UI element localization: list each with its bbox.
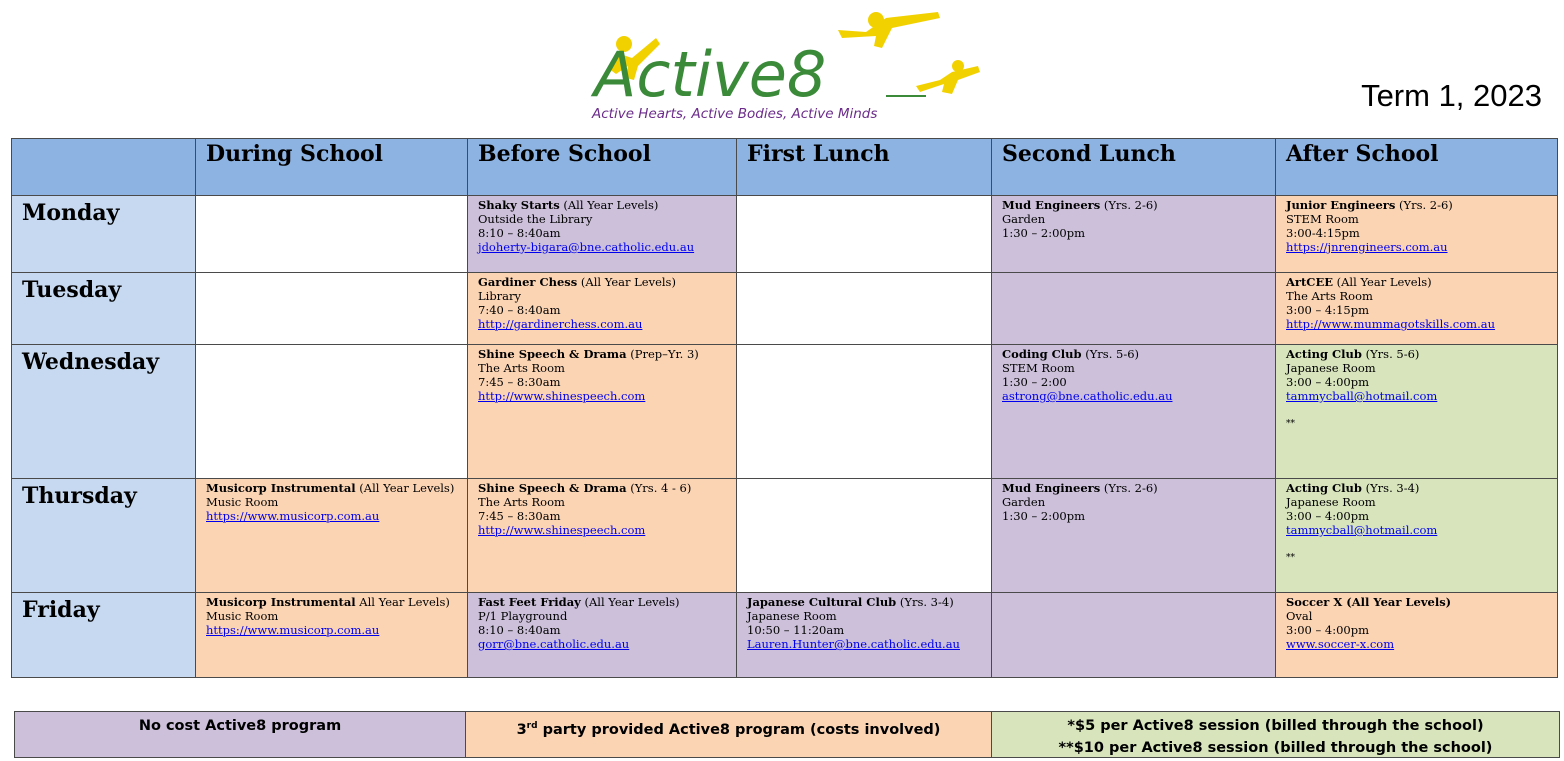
activity-name: Soccer X (All Year Levels) [1286,595,1452,609]
column-header-after-school: After School [1276,139,1557,196]
cell-thursday-second-lunch [992,479,1276,593]
activity-link[interactable]: astrong@bne.catholic.edu.au [1002,389,1173,403]
activity-level: (Yrs. 2-6) [1395,198,1453,212]
activity-shine-speech-drama [468,479,736,537]
activity-name: Musicorp Instrumental [206,595,356,609]
activity-link[interactable]: http://gardinerchess.com.au [478,317,643,331]
activity-name: Shaky Starts [478,198,560,212]
activity-location: Japanese Room [1286,361,1376,375]
cell-monday-before [468,196,737,273]
activity-time: 1:30 – 2:00pm [1002,226,1085,240]
activity-link[interactable]: gorr@bne.catholic.edu.au [478,637,630,651]
cell-thursday-first-lunch [737,479,992,593]
activity-mud-engineers [992,196,1275,240]
activity-location: STEM Room [1002,361,1075,375]
activity-junior-engineers [1276,196,1557,254]
activity-time: 1:30 – 2:00pm [1002,509,1085,523]
activity-time: 7:45 – 8:30am [478,375,561,389]
activity-level: (Yrs. 2-6) [1100,198,1158,212]
activity-level: (Yrs. 4 - 6) [626,481,692,495]
cell-thursday-during [196,479,468,593]
legend-paid-sessions [992,712,1559,757]
activity-level: (Yrs. 3-4) [1361,481,1420,495]
activity-acting-club [1276,479,1557,565]
activity-location: P/1 Playground [478,609,568,623]
activity-time: 7:45 – 8:30am [478,509,561,523]
cell-friday-during [196,593,468,677]
activity-location: Library [478,289,522,303]
activity-name: Mud Engineers [1002,198,1101,212]
activity-location: Garden [1002,495,1046,509]
activity-link[interactable]: Lauren.Hunter@bne.catholic.edu.au [747,637,960,651]
activity-level: (Yrs. 5-6) [1081,347,1140,361]
activity-location: Music Room [206,609,279,623]
cell-friday-after [1276,593,1557,677]
activity-time: 3:00 – 4:00pm [1286,623,1369,637]
cell-tuesday-before [468,273,737,345]
cost-note: ** [1286,419,1295,429]
activity-link[interactable]: http://www.shinespeech.com [478,389,646,403]
activity-japanese-cultural-club [737,593,991,651]
activity-name: Musicorp Instrumental [206,481,356,495]
activity-time: 10:50 – 11:20am [747,623,845,637]
logo-wordmark: Active8 [594,38,827,111]
activity-fast-feet-friday [468,593,736,651]
activity-link[interactable]: https://jnrengineers.com.au [1286,240,1448,254]
activity-time: 3:00 – 4:15pm [1286,303,1369,317]
activity-location: The Arts Room [478,361,565,375]
activity-level: (Prep–Yr. 3) [626,347,699,361]
legend-no-cost [15,712,466,757]
active8-logo [586,8,996,126]
cell-friday-first-lunch [737,593,992,677]
activity-name: Gardiner Chess [478,275,578,289]
active8-logo-graphic [586,8,996,126]
activity-name: ArtCEE [1286,275,1333,289]
activity-location: Music Room [206,495,279,509]
activity-link[interactable]: jdoherty-bigara@bne.catholic.edu.au [478,240,695,254]
legend-five-dollar: *$5 per Active8 session (billed through the school) [1067,718,1484,734]
activity-time: 1:30 – 2:00 [1002,375,1067,389]
activity-location: Oval [1286,609,1313,623]
cost-legend [14,711,1560,758]
legend-no-cost-text: No cost Active8 program [138,718,342,734]
activity-shaky-starts [468,196,736,254]
activity-name: Fast Feet Friday [478,595,581,609]
activity-name: Acting Club [1286,481,1362,495]
cell-tuesday-first-lunch [737,273,992,345]
activity-acting-club [1276,345,1557,431]
activity-level: (All Year Levels) [580,595,680,609]
cell-tuesday-second-lunch [992,273,1276,345]
activity-gardiner-chess [468,273,736,331]
cell-friday-second-lunch [992,593,1276,677]
cell-thursday-before [468,479,737,593]
activity-link[interactable]: www.soccer-x.com [1286,637,1395,651]
activity-name: Shine Speech & Drama [478,481,627,495]
activity-location: Japanese Room [1286,495,1376,509]
activity-name: Junior Engineers [1286,198,1396,212]
term-label: Term 1, 2023 [1361,78,1542,113]
activity-name: Shine Speech & Drama [478,347,627,361]
activity-artcee [1276,273,1557,331]
activity-location: The Arts Room [1286,289,1373,303]
timetable [11,138,1558,678]
activity-location: Garden [1002,212,1046,226]
legend-third-party-text: party provided Active8 program (costs involved) [537,721,941,738]
activity-level: All Year Levels) [355,595,450,609]
logo-tagline: Active Hearts, Active Bodies, Active Minds [592,106,878,122]
activity-link[interactable]: tammycball@hotmail.com [1286,523,1438,537]
activity-level: (All Year Levels) [559,198,659,212]
column-header-first-lunch: First Lunch [737,139,992,196]
activity-name: Japanese Cultural Club [747,595,897,609]
activity-name: Coding Club [1002,347,1082,361]
activity-level: (All Year Levels) [355,481,455,495]
activity-link[interactable]: https://www.musicorp.com.au [206,623,380,637]
activity-name: Acting Club [1286,347,1362,361]
activity-link[interactable]: http://www.mummagotskills.com.au [1286,317,1495,331]
cell-monday-first-lunch [737,196,992,273]
activity-link[interactable]: https://www.musicorp.com.au [206,509,380,523]
activity-mud-engineers [992,479,1275,523]
day-friday: Friday [12,593,196,677]
activity-musicorp-instrumental [196,479,467,523]
activity-time: 8:10 – 8:40am [478,623,561,637]
legend-third-party-sup: rd [526,721,538,731]
activity-time: 3:00 – 4:00pm [1286,375,1369,389]
activity-location: STEM Room [1286,212,1359,226]
activity-time: 7:40 – 8:40am [478,303,561,317]
activity-musicorp-instrumental [196,593,467,637]
cost-note: ** [1286,553,1295,563]
legend-ten-dollar: **$10 per Active8 session (billed through the school) [1058,740,1493,756]
activity-level: (Yrs. 5-6) [1361,347,1420,361]
column-header-before-school: Before School [468,139,737,196]
activity-time: 3:00 – 4:00pm [1286,509,1369,523]
cell-monday-during [196,196,468,273]
cell-tuesday-after [1276,273,1557,345]
day-wednesday: Wednesday [12,345,196,479]
activity-location: Outside the Library [478,212,593,226]
activity-location: Japanese Room [747,609,837,623]
column-header-second-lunch: Second Lunch [992,139,1276,196]
activity-level: (All Year Levels) [1332,275,1432,289]
cell-wednesday-first-lunch [737,345,992,479]
day-thursday: Thursday [12,479,196,593]
cell-monday-second-lunch [992,196,1276,273]
day-monday: Monday [12,196,196,273]
cell-thursday-after [1276,479,1557,593]
activity-name: Mud Engineers [1002,481,1101,495]
activity-time: 3:00-4:15pm [1286,226,1360,240]
day-tuesday: Tuesday [12,273,196,345]
activity-link[interactable]: http://www.shinespeech.com [478,523,646,537]
column-header-during-school: During School [196,139,468,196]
cell-wednesday-second-lunch [992,345,1276,479]
cell-wednesday-after [1276,345,1557,479]
activity-level: (Yrs. 3-4) [896,595,954,609]
cell-friday-before [468,593,737,677]
activity-link[interactable]: tammycball@hotmail.com [1286,389,1438,403]
cell-wednesday-before [468,345,737,479]
activity-time: 8:10 – 8:40am [478,226,561,240]
activity-coding-club [992,345,1275,403]
activity-shine-speech-drama [468,345,736,403]
cell-tuesday-during [196,273,468,345]
activity-location: The Arts Room [478,495,565,509]
activity-level: (Yrs. 2-6) [1100,481,1158,495]
header-corner [12,139,196,196]
legend-third-party-num: 3 [516,721,527,738]
cell-monday-after [1276,196,1557,273]
cell-wednesday-during [196,345,468,479]
activity-soccer-x [1276,593,1557,651]
legend-third-party [466,712,992,757]
activity-level: (All Year Levels) [577,275,676,289]
